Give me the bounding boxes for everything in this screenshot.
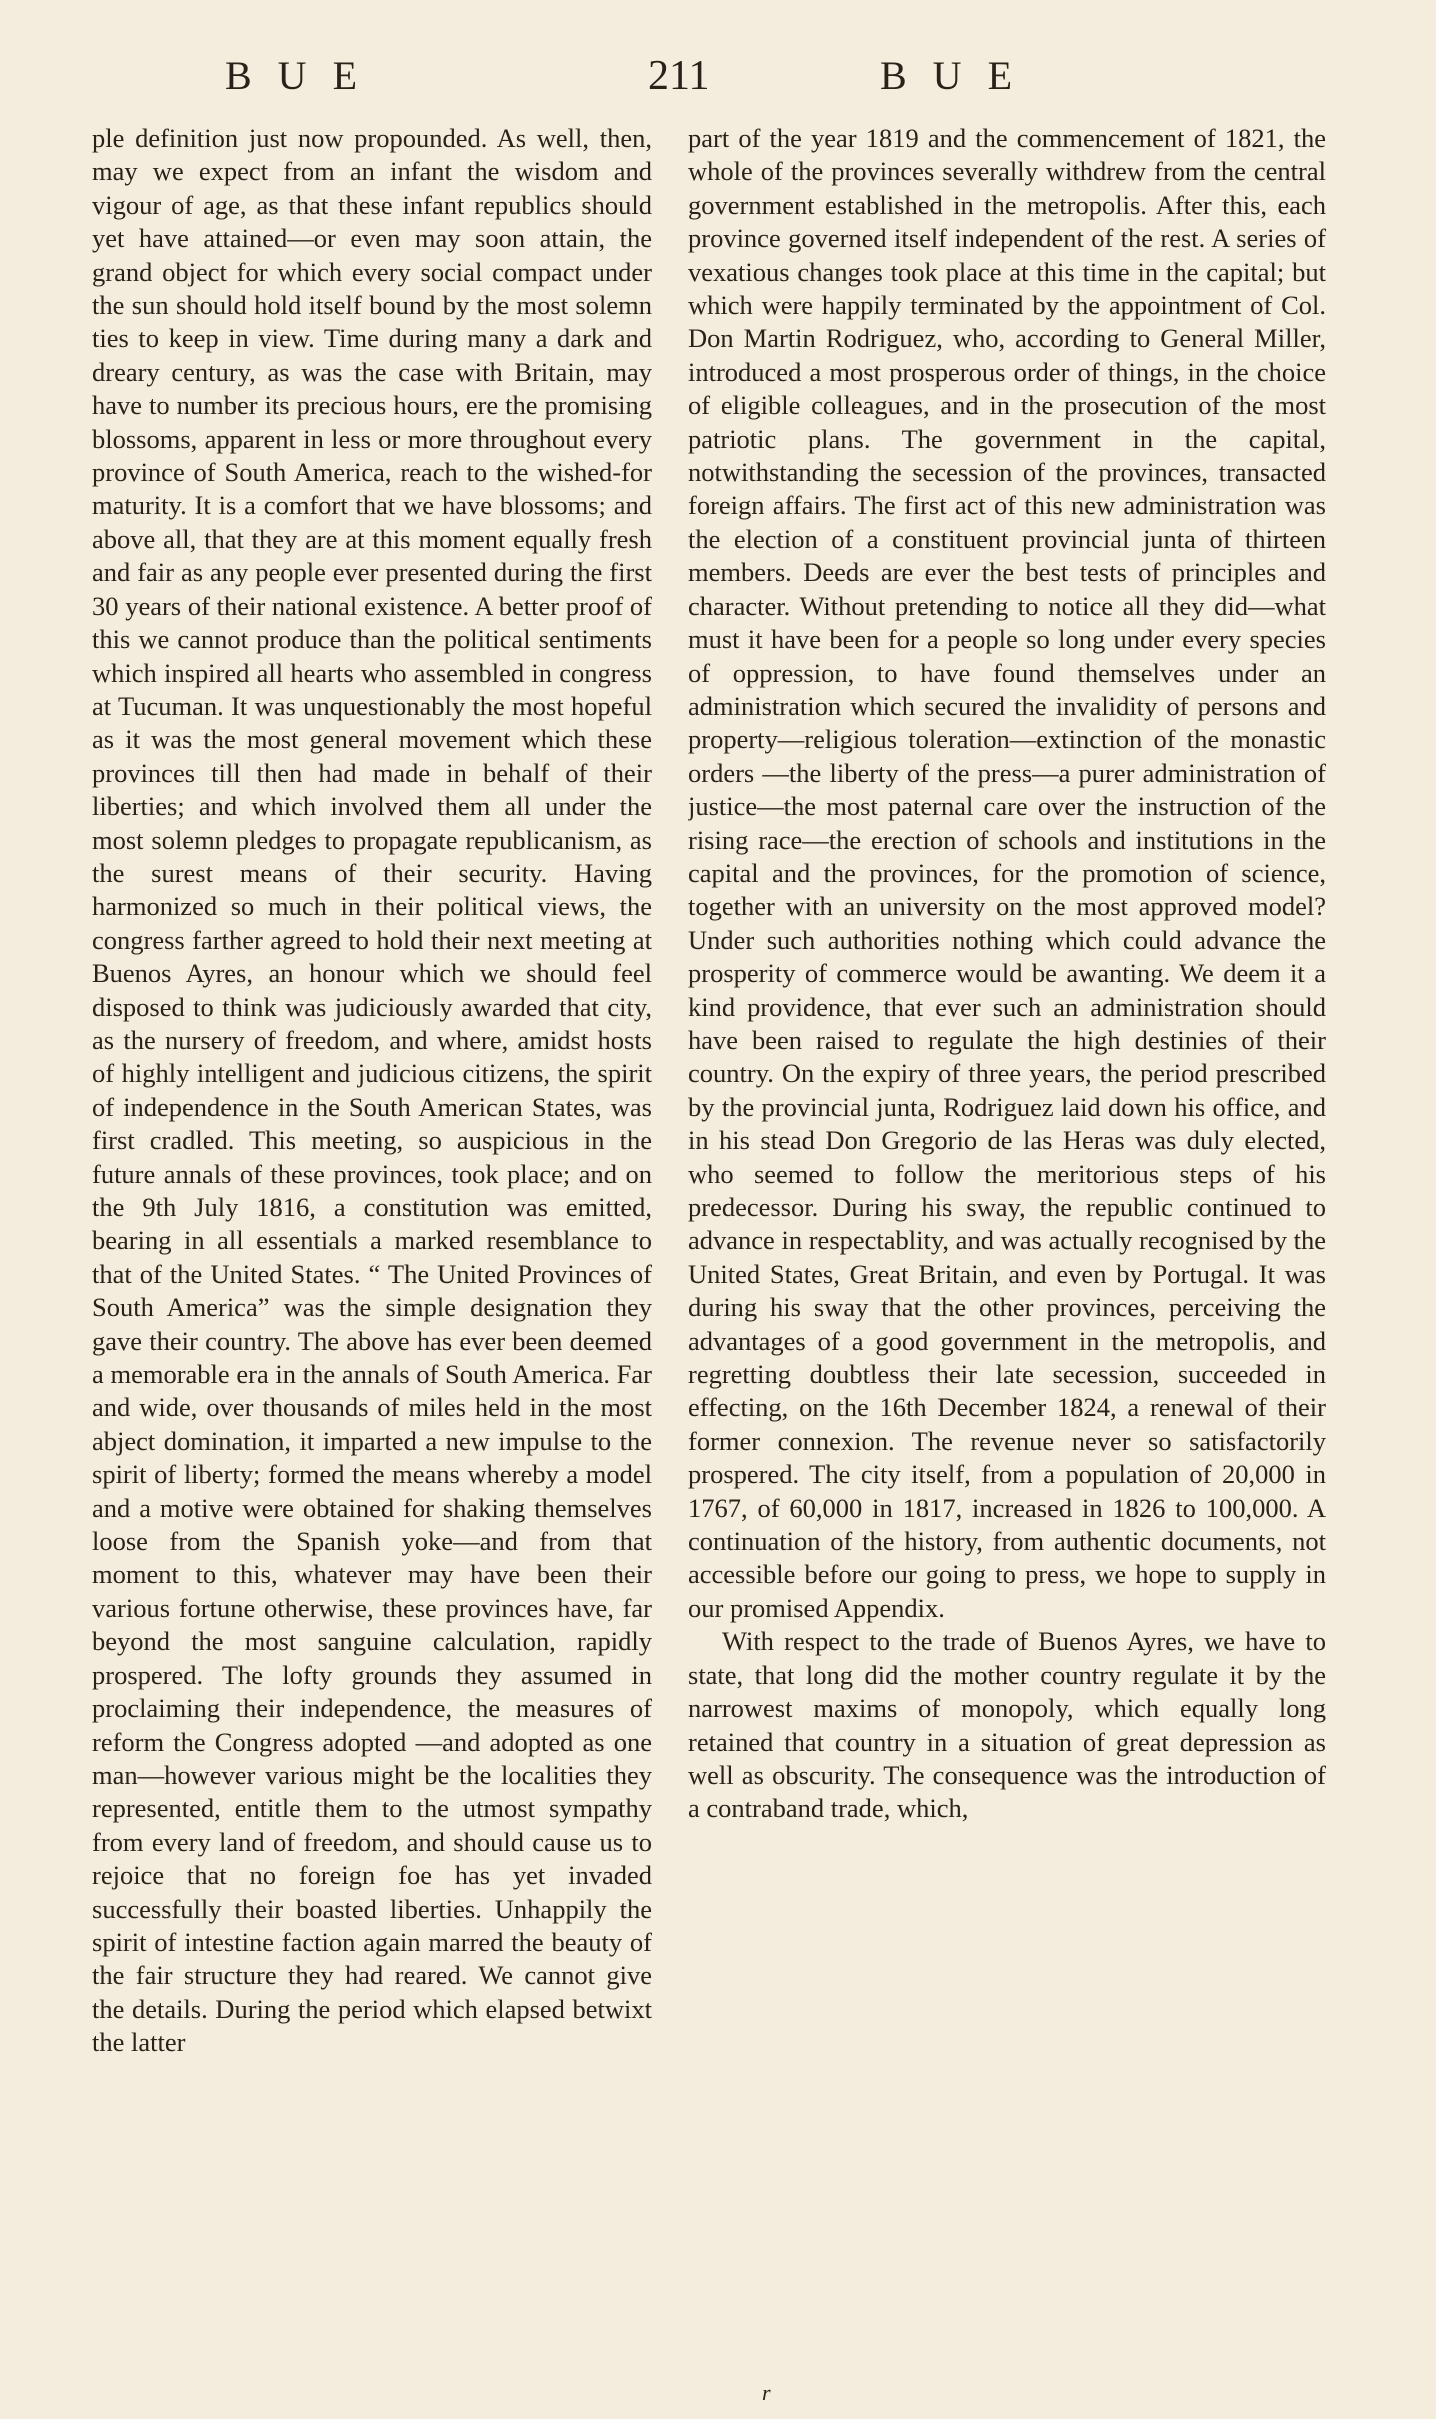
right-text-column	[688, 122, 1326, 2352]
right-paragraph-2: With respect to the trade of Buenos Ayres, we have to state, that long did the mother country regulate it by the narrowest maxims of monopoly, which equally long retained that country in a situation of great depression as well as obscurity. The consequence was the introduction of a contraband trade, which,	[688, 1626, 1326, 1824]
left-paragraph-1: ple definition just now propounded. As well, then, may we expect from an infant the wisdom and vigour of age, as that these infant republics should yet have attained—or even may soon attain, the grand object for which every social compact under the sun should hold itself bound by the most solemn ties to keep in view. Time during many a dark and dreary century, as was the case with Britain, may have to number its precious hours, ere the promising blossoms, apparent in less or more throughout every province of South America, reach to the wished-for maturity. It is a comfort that we have blossoms; and above all, that they are at this moment equally fresh and fair as any people ever presented during the first 30 years of their national existence. A better proof of this we cannot produce than the political sentiments which inspired all hearts who assembled in congress at Tucuman. It was unquestionably the most hopeful as it was the most general movement which these provinces till then had made in behalf of their liberties; and which involved them all under the most solemn pledges to propagate republicanism, as the surest means of their security. Having harmonized so much in their political views, the congress farther agreed to hold their next meeting at Buenos Ayres, an honour which we should feel disposed to think was judiciously awarded that city, as the nursery of freedom, and where, amidst hosts of highly intelligent and judicious citizens, the spirit of independence in the South American States, was first cradled. This meeting, so auspicious in the future annals of these provinces, took place; and on the 9th July 1816, a constitution was emitted, bearing in all essentials a marked resemblance to that of the United States. “ The United Provinces of South America” was the simple designation they gave their country. The above has ever been deemed a memorable era in the annals of South America. Far and wide, over thousands of miles held in the most abject domination, it imparted a new impulse to the spirit of liberty; formed the means whereby a model and a motive were obtained for shaking themselves loose from the Spanish yoke—and from that moment to this, whatever may have been their various fortune otherwise, these provinces have, far beyond the most sanguine calculation, rapidly prospered. The lofty grounds they assumed in proclaiming their independence, the measures of reform the Congress adopted —and adopted as one man—however various might be the localities they represented, entitle them to the utmost sympathy from every land of freedom, and should cause us to rejoice that no foreign foe has yet invaded successfully their boasted liberties. Unhappily the spirit of intestine faction again marred the beauty of the fair structure they had reared. We cannot give the details. During the period which elapsed betwixt the latter	[92, 123, 652, 2058]
header-right-word: BUE	[880, 53, 1038, 98]
signature-mark: r	[762, 2380, 771, 2405]
left-text-column	[92, 122, 652, 2352]
right-paragraph-1: part of the year 1819 and the commencement of 1821, the whole of the provinces severally withdrew from the central government established in the metropolis. After this, each province governed itself independent of the rest. A series of vexatious changes took place at this time in the capital; but which were happily terminated by the appointment of Col. Don Martin Rodriguez, who, according to General Miller, introduced a most prosperous order of things, in the choice of eligible colleagues, and in the prosecution of the most patriotic plans. The government in the capital, notwithstanding the secession of the provinces, transacted foreign affairs. The first act of this new administration was the election of a constituent provincial junta of thirteen members. Deeds are ever the best tests of principles and character. Without pretending to notice all they did—what must it have been for a people so long under every species of oppression, to have found themselves under an administration which secured the invalidity of persons and property—religious toleration—extinction of the monastic orders —the liberty of the press—a purer administration of justice—the most paternal care over the instruction of the rising race—the erection of schools and institutions in the capital and the provinces, for the promotion of science, together with an university on the most approved model? Under such authorities nothing which could advance the prosperity of commerce would be awanting. We deem it a kind providence, that ever such an administration should have been raised to regulate the high destinies of their country. On the expiry of three years, the period prescribed by the provincial junta, Rodriguez laid down his office, and in his stead Don Gregorio de las Heras was duly elected, who seemed to follow the meritorious steps of his predecessor. During his sway, the republic continued to advance in respectablity, and was actually recognised by the United States, Great Britain, and even by Portugal. It was during his sway that the other provinces, perceiving the advantages of a good government in the metropolis, and regretting doubtless their late secession, succeeded in effecting, on the 16th December 1824, a renewal of their former connexion. The revenue never so satisfactorily prospered. The city itself, from a population of 20,000 in 1767, of 60,000 in 1817, increased in 1826 to 100,000. A continuation of the history, from authentic documents, not accessible before our going to press, we hope to supply in our promised Appendix.	[688, 123, 1326, 1623]
page-number: 211	[648, 53, 710, 99]
running-header	[0, 52, 1436, 102]
header-left-word: BUE	[225, 53, 383, 98]
